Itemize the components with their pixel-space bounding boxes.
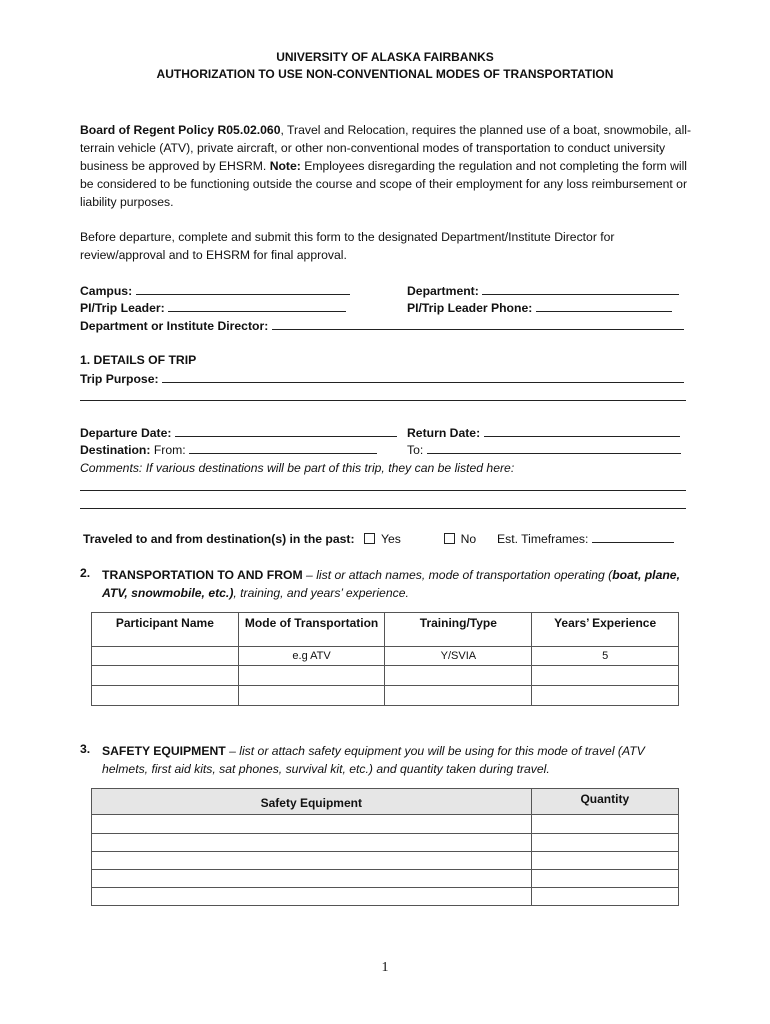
section2-description <box>102 566 682 602</box>
trip-purpose-row <box>80 370 690 388</box>
comments-line-2[interactable] <box>80 508 686 509</box>
from-field[interactable] <box>189 441 377 454</box>
transportation-table <box>91 612 679 706</box>
table-cell[interactable] <box>238 686 385 706</box>
table-cell[interactable] <box>532 686 679 706</box>
table-cell[interactable] <box>92 815 532 834</box>
traveled-past-label: Traveled to and from destination(s) in the past: <box>83 532 355 546</box>
section3-heading: SAFETY EQUIPMENT <box>102 744 226 758</box>
col-mode-of-transportation: Mode of Transportation <box>238 613 385 647</box>
table-cell[interactable] <box>92 666 239 686</box>
table-row <box>92 852 679 870</box>
note-text: Employees disregarding the regulation and not completing the form will be considered to be functioning outside the course and scope of their employment for any loss reimbursement or liability purposes. <box>80 159 688 209</box>
timeframes-label: Est. Timeframes: <box>496 532 589 546</box>
campus-label: Campus: <box>80 284 133 298</box>
intro-text: , Travel and Relocation, requires the planned use of a boat, snowmobile, all-terrain vehicle (ATV), private aircraft, or other non-conventional modes of transportation to conduct university business be approved by EHSRM. <box>80 123 692 173</box>
pi-phone-label: PI/Trip Leader Phone: <box>407 301 533 315</box>
table-cell[interactable] <box>92 870 532 888</box>
table-cell[interactable] <box>92 834 532 852</box>
director-field[interactable] <box>272 317 684 330</box>
table-row <box>92 888 679 906</box>
table-cell[interactable] <box>238 666 385 686</box>
table-cell[interactable] <box>385 686 532 706</box>
table-cell[interactable] <box>531 815 678 834</box>
table-cell[interactable] <box>92 686 239 706</box>
section3-description <box>102 742 682 778</box>
form-university-title: UNIVERSITY OF ALASKA FAIRBANKS <box>276 50 494 64</box>
section3-number: 3. <box>80 742 91 756</box>
departure-date-label: Departure Date: <box>80 426 172 440</box>
table-row <box>92 686 679 706</box>
return-date-row <box>407 424 697 442</box>
trip-purpose-extra-line[interactable] <box>80 400 686 401</box>
note-label: Note: <box>269 159 301 173</box>
table-row <box>92 666 679 686</box>
return-date-label: Return Date: <box>407 426 481 440</box>
section2-desc-bold: boat, plane, ATV, snowmobile, etc.) <box>102 568 680 600</box>
department-field[interactable] <box>482 282 679 295</box>
department-label: Department: <box>407 284 479 298</box>
col-participant-name: Participant Name <box>92 613 239 647</box>
example-participant-cell[interactable] <box>92 647 239 666</box>
return-date-field[interactable] <box>484 424 680 437</box>
page-number: 1 <box>381 960 389 975</box>
section2-heading: TRANSPORTATION TO AND FROM <box>102 568 303 582</box>
destination-label: Destination: <box>80 443 151 457</box>
example-years-cell[interactable]: 5 <box>532 647 679 666</box>
section3-desc: – list or attach safety equipment you will be using for this mode of travel (ATV helmets, first aid kits, sat phones, survival kit, etc.) and quantity taken during travel. <box>102 744 645 776</box>
director-row <box>80 317 690 335</box>
form-title: AUTHORIZATION TO USE NON-CONVENTIONAL MODES OF TRANSPORTATION <box>156 67 614 81</box>
table-cell[interactable] <box>531 870 678 888</box>
section1-heading: 1. DETAILS OF TRIP <box>80 353 197 367</box>
comments-label: Comments: If various destinations will be part of this trip, they can be listed here: <box>80 461 515 475</box>
from-label: From: <box>153 443 186 457</box>
timeframes-field[interactable] <box>592 530 674 543</box>
section2-desc-b: , training, and years’ experience. <box>233 586 409 600</box>
safety-equipment-table <box>91 788 679 906</box>
section2-number: 2. <box>80 566 91 580</box>
col-training-type: Training/Type <box>385 613 532 647</box>
no-label: No <box>460 532 477 546</box>
trip-purpose-field[interactable] <box>162 370 684 383</box>
yes-label: Yes <box>380 532 401 546</box>
pi-phone-row <box>407 299 697 317</box>
table-cell[interactable] <box>532 666 679 686</box>
table-cell[interactable] <box>531 888 678 906</box>
to-row <box>407 441 697 459</box>
campus-field[interactable] <box>136 282 350 295</box>
traveled-past-row <box>83 530 693 548</box>
section2-desc-a: – list or attach names, mode of transportation operating ( <box>302 568 613 582</box>
pi-leader-field[interactable] <box>168 299 346 312</box>
trip-purpose-label: Trip Purpose: <box>80 372 159 386</box>
policy-reference: Board of Regent Policy R05.02.060 <box>80 123 281 137</box>
col-years-experience: Years’ Experience <box>532 613 679 647</box>
table-cell[interactable] <box>385 666 532 686</box>
col-safety-equipment: Safety Equipment <box>92 789 532 815</box>
submission-instructions: Before departure, complete and submit this form to the designated Department/Institute Director for review/approval and to EHSRM for final approval. <box>80 230 615 262</box>
table-cell[interactable] <box>92 888 532 906</box>
col-quantity: Quantity <box>531 789 678 815</box>
department-row <box>407 282 697 300</box>
director-label: Department or Institute Director: <box>80 319 269 333</box>
table-row <box>92 815 679 834</box>
intro-paragraph <box>80 121 695 211</box>
table-row <box>92 647 679 666</box>
transportation-table-header <box>92 613 679 647</box>
to-label: To: <box>407 443 424 457</box>
to-field[interactable] <box>427 441 681 454</box>
table-cell[interactable] <box>92 852 532 870</box>
comments-line-1[interactable] <box>80 490 686 491</box>
table-row <box>92 870 679 888</box>
departure-date-field[interactable] <box>175 424 397 437</box>
example-training-cell[interactable]: Y/SVIA <box>385 647 532 666</box>
table-cell[interactable] <box>531 834 678 852</box>
pi-leader-label: PI/Trip Leader: <box>80 301 165 315</box>
yes-checkbox[interactable] <box>364 533 375 544</box>
safety-table-header <box>92 789 679 815</box>
table-row <box>92 834 679 852</box>
example-mode-cell[interactable]: e.g ATV <box>238 647 385 666</box>
pi-phone-field[interactable] <box>536 299 672 312</box>
table-cell[interactable] <box>531 852 678 870</box>
no-checkbox[interactable] <box>444 533 455 544</box>
